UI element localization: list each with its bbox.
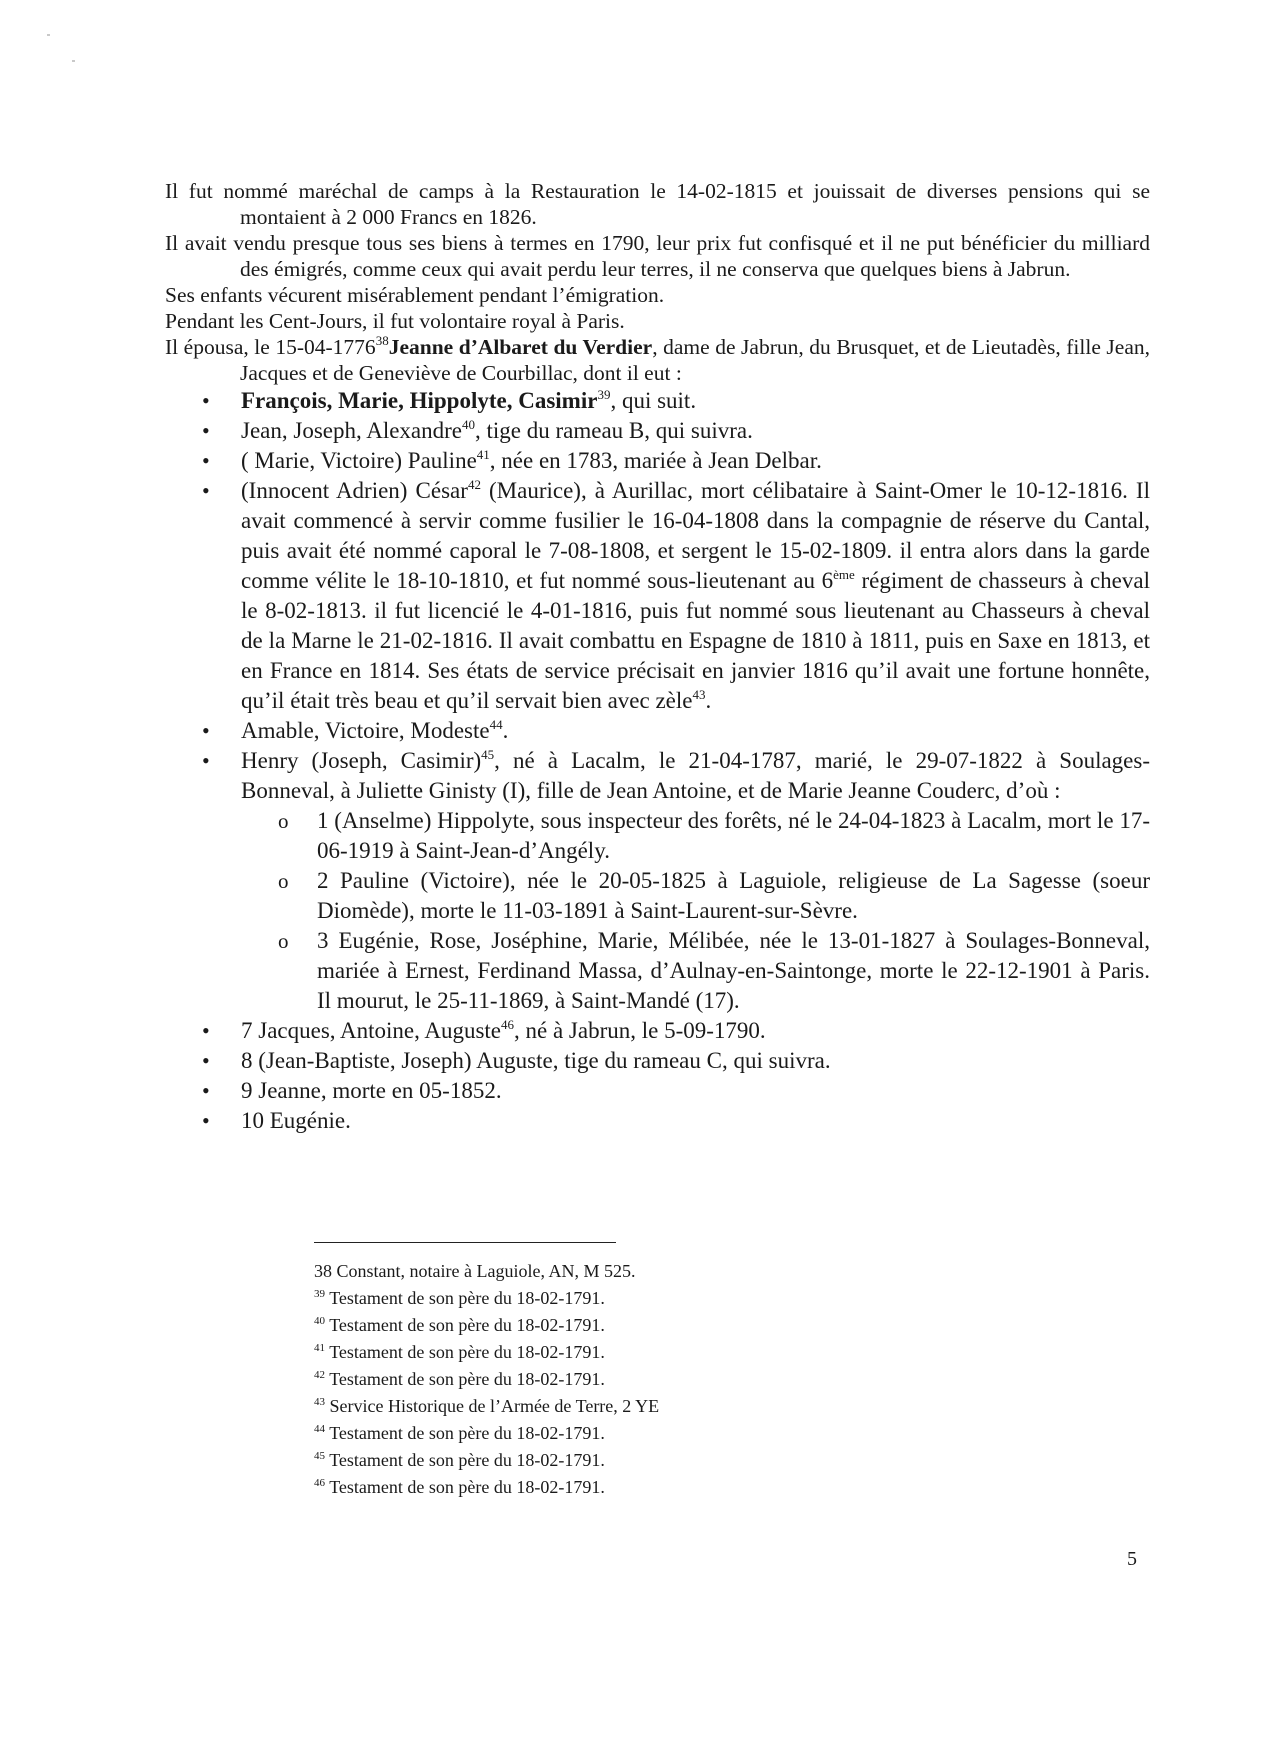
footnote-text: Testament de son père du 18-02-1791.: [329, 1477, 605, 1497]
child-detail: , né à Jabrun, le 5-09-1790.: [514, 1018, 766, 1043]
children-list: [165, 386, 1150, 1136]
footnote-number: 41: [314, 1342, 325, 1354]
child-name: 8 (Jean-Baptiste, Joseph) Auguste, tige du rameau C, qui suivra.: [241, 1048, 831, 1073]
list-item: [165, 416, 1150, 446]
footnote-number: 42: [314, 1369, 325, 1381]
child-name: 9 Jeanne, morte en 05-1852.: [241, 1078, 502, 1103]
child-name: ( Marie, Victoire) Pauline: [241, 448, 477, 473]
footnote-ref: 44: [489, 717, 503, 732]
marriage-prefix: Il épousa, le 15-04-1776: [165, 335, 376, 359]
footnote: [314, 1339, 1114, 1366]
footnote-ref: 43: [692, 687, 706, 702]
footnote-text: Testament de son père du 18-02-1791.: [329, 1423, 605, 1443]
footnote-divider: [314, 1242, 616, 1243]
marriage-suffix: , dame de Jabrun, du Brusquet, et de Lieutadès, fille Jean, Jacques et de Geneviève de Courbillac, dont il eut :: [240, 335, 1151, 385]
footnote-number: 40: [314, 1315, 325, 1327]
list-item: [165, 386, 1150, 416]
footnote-text: Testament de son père du 18-02-1791.: [329, 1369, 605, 1389]
list-item: [165, 1106, 1150, 1136]
list-item: [165, 1046, 1150, 1076]
footnote: [314, 1474, 1114, 1501]
child-detail: .: [502, 718, 509, 743]
child-detail: , né à Lacalm, le 21-04-1787, marié, le 29-07-1822 à Soulages-Bonneval, à Juliette Ginisty (I), fille de Jean Antoine, et de Marie Jeanne Couderc, d’où :: [241, 748, 1150, 803]
footnote-ref: 42: [467, 477, 481, 492]
list-item: [165, 1076, 1150, 1106]
footnote-number: 45: [314, 1450, 325, 1462]
spouse-name: Jeanne d’Albaret du Verdier: [388, 335, 653, 359]
footnote: [314, 1447, 1114, 1474]
child-name: Amable, Victoire, Modeste: [241, 718, 490, 743]
page-number: 5: [1127, 1548, 1137, 1570]
list-item: o 3 Eugénie, Rose, Joséphine, Marie, Mélibée, née le 13-01-1827 à Soulages-Bonneval, mariée à Ernest, Ferdinand Massa, d’Aulnay-en-Saintonge, morte le 22-12-1901 à Paris. Il mourut, le 25-11-1869, à Saint-Mandé (17).: [241, 926, 1150, 1016]
child-detail: , qui suit.: [610, 388, 697, 413]
child-name: 10 Eugénie.: [241, 1108, 351, 1133]
footnote-number: 38: [314, 1261, 332, 1281]
footnote: [314, 1420, 1114, 1447]
list-item: [165, 1016, 1150, 1046]
list-item: [165, 716, 1150, 746]
ordinal-suffix: ème: [833, 567, 855, 582]
paragraph: Il fut nommé maréchal de camps à la Restauration le 14-02-1815 et jouissait de diverses pensions qui se montaient à 2 000 Francs en 1826.: [165, 179, 1150, 229]
child-detail: , tige du rameau B, qui suivra.: [475, 418, 753, 443]
footnote-ref: 41: [476, 447, 490, 462]
footnote-number: 46: [314, 1477, 325, 1489]
body-text: [165, 178, 1150, 1136]
child-name: (Innocent Adrien) César: [241, 478, 468, 503]
list-item: [165, 446, 1150, 476]
child-detail: (Maurice), à Aurillac, mort célibataire à Saint-Omer le 10-12-1816. Il avait commencé à servir comme fusilier le 16-04-1808 dans la compagnie de réserve du Cantal, puis avait été nommé caporal le 7-08-1808, et sergent le 15-02-1809. il entra alors dans la garde comme vélite le 18-10-1810, et fut nommé sous-lieutenant au 6: [241, 478, 1150, 593]
list-item: o 2 Pauline (Victoire), née le 20-05-1825 à Laguiole, religieuse de La Sagesse (soeur Diomède), morte le 11-03-1891 à Saint-Laurent-sur-Sèvre.: [241, 866, 1150, 926]
child-detail-cont: régiment de chasseurs à cheval le 8-02-1813. il fut licencié le 4-01-1816, puis fut nommé sous lieutenant au Chasseurs à cheval de la Marne le 21-02-1816. Il avait combattu en Espagne de 1810 à 1811, puis en Saxe en 1813, et en France en 1814. Ses états de service précisait en janvier 1816 qu’il avait une fortune honnête, qu’il était très beau et qu’il servait bien avec zèle: [241, 568, 1150, 713]
paragraph: Ses enfants vécurent misérablement pendant l’émigration.: [165, 283, 665, 307]
footnote: [314, 1366, 1114, 1393]
footnote: [314, 1258, 1114, 1285]
footnote-text: Service Historique de l’Armée de Terre, 2 YE: [329, 1396, 660, 1416]
footnote-text: Constant, notaire à Laguiole, AN, M 525.: [336, 1261, 636, 1281]
scan-speck: [47, 34, 50, 36]
footnote-ref: 46: [501, 1017, 514, 1032]
footnote-text: Testament de son père du 18-02-1791.: [329, 1450, 605, 1470]
footnote-ref: 39: [597, 387, 611, 402]
scan-speck: [72, 60, 75, 62]
footnote-number: 44: [314, 1423, 325, 1435]
child-detail: , née en 1783, mariée à Jean Delbar.: [489, 448, 822, 473]
footnote-ref: 45: [481, 747, 495, 762]
paragraph: Pendant les Cent-Jours, il fut volontaire royal à Paris.: [165, 309, 625, 333]
child-detail-end: .: [705, 688, 712, 713]
child-name: Henry (Joseph, Casimir): [241, 748, 482, 773]
child-name: Jean, Joseph, Alexandre: [241, 418, 462, 443]
footnote-number: 43: [314, 1396, 325, 1408]
footnote: [314, 1285, 1114, 1312]
paragraph: Il avait vendu presque tous ses biens à termes en 1790, leur prix fut confisqué et il ne put bénéficier du milliard des émigrés, comme ceux qui avait perdu leur terres, il ne conserva que quelques biens à Jabrun.: [165, 231, 1150, 281]
footnotes: [314, 1258, 1114, 1501]
list-item: o 1 (Anselme) Hippolyte, sous inspecteur des forêts, né le 24-04-1823 à Lacalm, mort le 17-06-1919 à Saint-Jean-d’Angély.: [241, 806, 1150, 866]
footnote: [314, 1393, 1114, 1420]
child-name: 7 Jacques, Antoine, Auguste: [241, 1018, 501, 1043]
child-name: François, Marie, Hippolyte, Casimir: [241, 388, 598, 413]
list-item: [165, 746, 1150, 1016]
footnote-ref: 40: [462, 417, 475, 432]
marriage-paragraph: [165, 334, 1150, 386]
footnote-text: Testament de son père du 18-02-1791.: [329, 1342, 605, 1362]
list-item: [165, 476, 1150, 716]
footnote-text: Testament de son père du 18-02-1791.: [329, 1288, 605, 1308]
footnote-number: 39: [314, 1288, 325, 1300]
grandchildren-list: [241, 806, 1150, 1016]
footnote-text: Testament de son père du 18-02-1791.: [329, 1315, 605, 1335]
footnote: [314, 1312, 1114, 1339]
footnote-ref: 38: [375, 333, 389, 348]
